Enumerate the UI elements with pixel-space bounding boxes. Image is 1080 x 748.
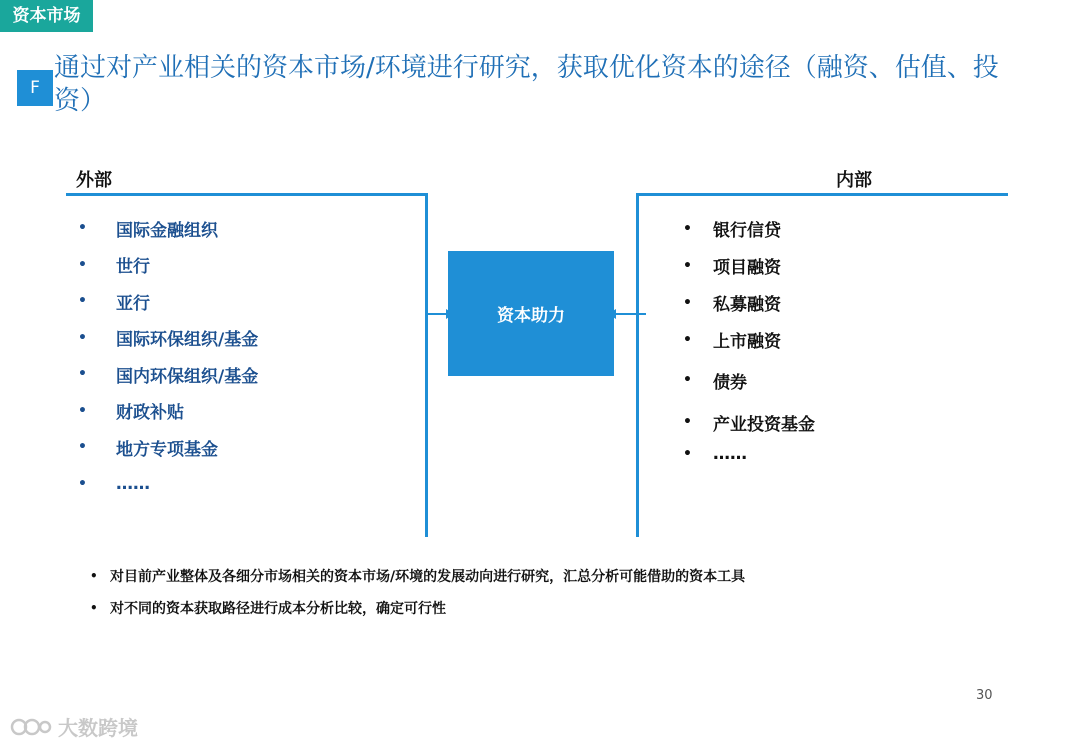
notes-list bbox=[90, 560, 745, 624]
right-arrow-line bbox=[616, 313, 646, 315]
list-item: • 国际环保组织/基金 bbox=[78, 329, 259, 351]
letter-badge: F bbox=[17, 70, 53, 106]
watermark-logo-icon bbox=[10, 715, 52, 739]
list-item: • 债券 bbox=[683, 372, 747, 393]
list-item: • 产业投资基金 bbox=[683, 414, 815, 435]
list-item: • 亚行 bbox=[78, 293, 150, 314]
internal-side-line bbox=[636, 193, 639, 537]
note-item: • 对目前产业整体及各细分市场相关的资本市场/环境的发展动向进行研究，汇总分析可能借助的资本工具 bbox=[90, 569, 746, 585]
list-item: • 财政补贴 bbox=[78, 402, 184, 424]
list-item: • …… bbox=[683, 444, 747, 464]
watermark: 大数跨境 bbox=[10, 712, 138, 741]
internal-list bbox=[683, 210, 815, 466]
list-item: • …… bbox=[78, 473, 150, 494]
list-item: • 上市融资 bbox=[683, 331, 781, 352]
list-item: • 世行 bbox=[78, 256, 150, 278]
list-item: • 项目融资 bbox=[683, 257, 781, 278]
list-item: • 私募融资 bbox=[683, 294, 781, 315]
list-item: • 国内环保组织/基金 bbox=[78, 366, 259, 387]
internal-top-line bbox=[636, 193, 1008, 196]
list-item: • 国际金融组织 bbox=[78, 220, 218, 241]
page-title: 通过对产业相关的资本市场/环境进行研究，获取优化资本的途径（融资、估值、投资） bbox=[54, 53, 999, 116]
external-label: 外部 bbox=[76, 170, 112, 191]
external-list bbox=[78, 210, 258, 502]
list-item: • 地方专项基金 bbox=[78, 439, 218, 460]
external-top-line bbox=[66, 193, 428, 196]
list-item: • 银行信贷 bbox=[683, 220, 781, 241]
section-tag: 资本市场 bbox=[0, 0, 93, 32]
external-side-line bbox=[425, 193, 428, 537]
page-number: 30 bbox=[976, 688, 993, 703]
note-item: • 对不同的资本获取路径进行成本分析比较，确定可行性 bbox=[90, 601, 446, 617]
internal-label: 内部 bbox=[836, 170, 872, 191]
capital-support-box: 资本助力 bbox=[448, 251, 614, 376]
